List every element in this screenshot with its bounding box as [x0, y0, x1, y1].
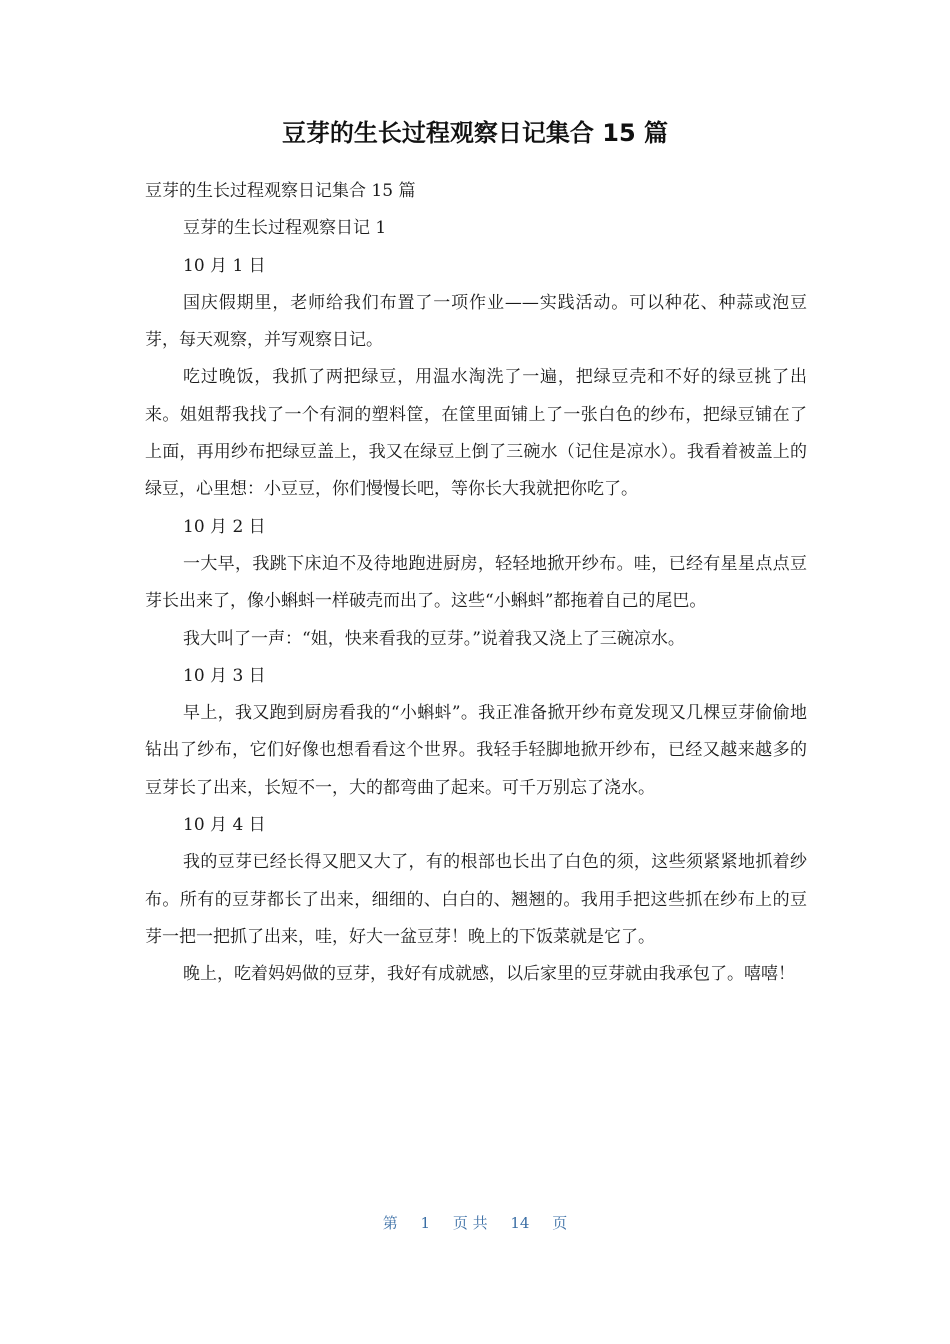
footer-current-page: 1 [420, 1214, 431, 1232]
footer-label-pages: 页 [552, 1214, 568, 1232]
date-heading: 10 月 2 日 [183, 516, 266, 537]
paragraph: 一大早，我跳下床迫不及待地跑进厨房，轻轻地掀开纱布。哇，已经有星星点点豆芽长出来了，像小蝌蚪一样破壳而出了。这些“小蝌蚪”都拖着自己的尾巴。 [145, 553, 807, 612]
paragraph: 豆芽的生长过程观察日记 1 [183, 218, 387, 239]
date-heading: 10 月 1 日 [183, 255, 266, 276]
footer-label-page: 第 [382, 1214, 398, 1232]
paragraph: 吃过晚饭，我抓了两把绿豆，用温水淘洗了一遍，把绿豆壳和不好的绿豆挑了出来。姐姐帮我找了一个有洞的塑料筐，在筐里面铺上了一张白色的纱布，把绿豆铺在了上面，再用纱布把绿豆盖上，我又在绿豆上倒了三碗水（记住是凉水）。我看着被盖上的绿豆，心里想：小豆豆，你们慢慢长吧，等你长大我就把你吃了。 [145, 367, 807, 500]
footer-label-of: 页 共 [452, 1214, 488, 1232]
paragraph: 豆芽的生长过程观察日记集合 15 篇 [145, 181, 416, 201]
page-footer [0, 1208, 950, 1238]
footer-total-pages: 14 [510, 1214, 530, 1232]
paragraph: 我的豆芽已经长得又肥又大了，有的根部也长出了白色的须，这些须紧紧地抓着纱布。所有的豆芽都长了出来，细细的、白白的、翘翘的。我用手把这些抓在纱布上的豆芽一把一把抓了出来，哇，好大一盆豆芽！晚上的下饭菜就是它了。 [145, 852, 807, 947]
document-body [145, 173, 807, 994]
date-heading: 10 月 4 日 [183, 815, 266, 836]
paragraph: 国庆假期里，老师给我们布置了一项作业——实践活动。可以种花、种蒜或泡豆芽，每天观察，并写观察日记。 [145, 292, 807, 351]
paragraph: 早上，我又跑到厨房看我的“小蝌蚪”。我正准备掀开纱布竟发现又几棵豆芽偷偷地钻出了纱布，它们好像也想看看这个世界。我轻手轻脚地掀开纱布，已经又越来越多的豆芽长了出来，长短不一，大的都弯曲了起来。可千万别忘了浇水。 [145, 703, 807, 798]
paragraph: 晚上，吃着妈妈做的豆芽，我好有成就感，以后家里的豆芽就由我承包了。嘻嘻！ [183, 964, 795, 985]
date-heading: 10 月 3 日 [183, 665, 266, 686]
paragraph: 我大叫了一声：“姐，快来看我的豆芽。”说着我又浇上了三碗凉水。 [183, 628, 685, 649]
document-title: 豆芽的生长过程观察日记集合 15 篇 [281, 119, 669, 147]
